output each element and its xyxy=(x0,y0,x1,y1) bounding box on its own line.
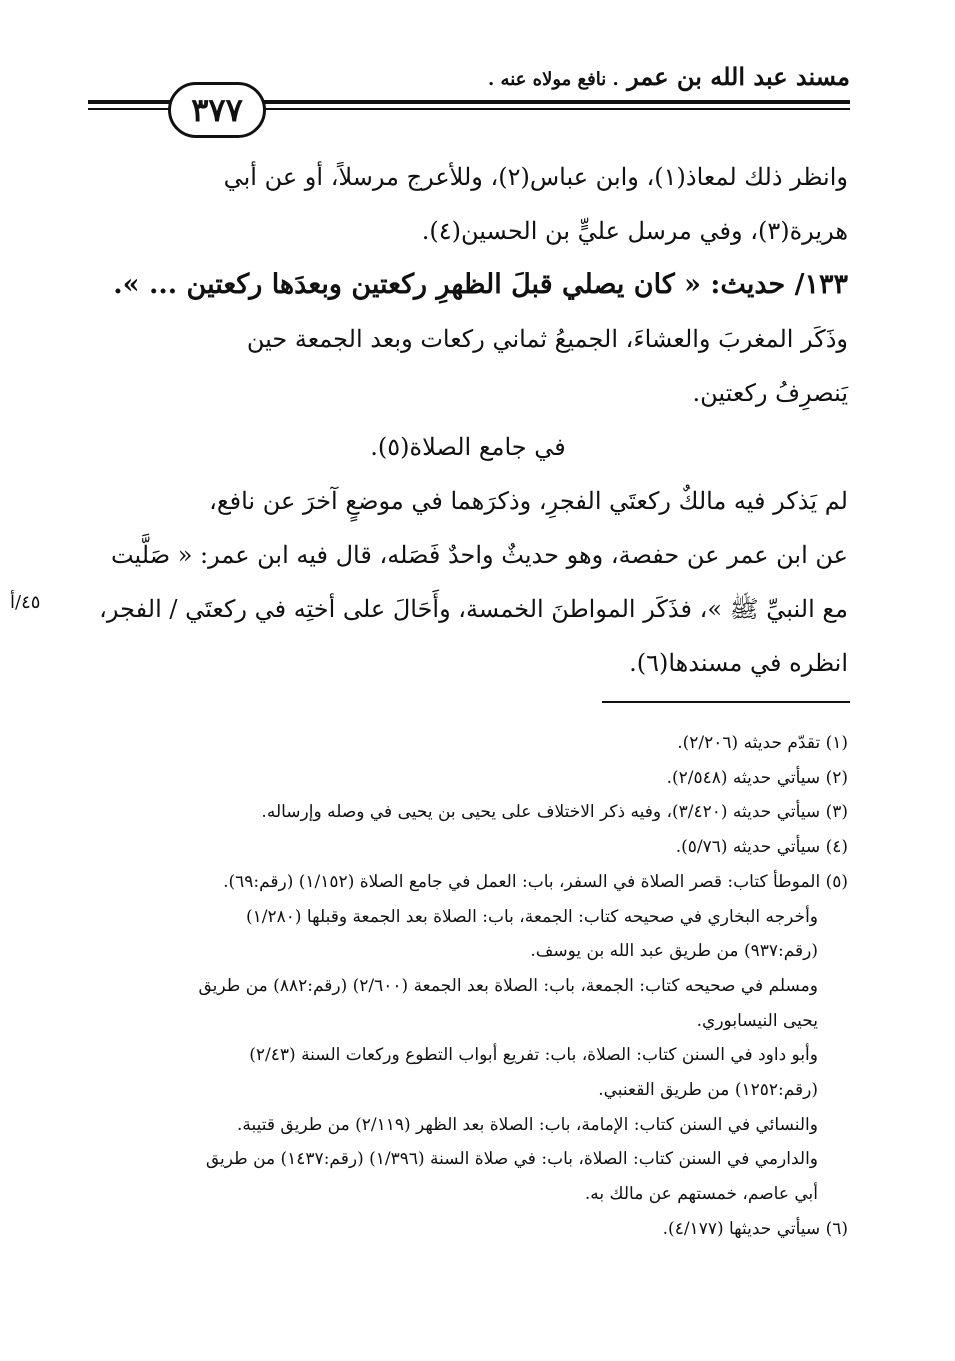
text-line: لم يَذكر فيه مالكٌ ركعتَي الفجرِ، وذكرَهما في موضعٍ آخرَ عن نافع، xyxy=(209,487,848,515)
footnote-line: والدارمي في السنن كتاب: الصلاة، باب: في صلاة السنة (١/٣٩٦) (رقم:١٤٣٧) من طريق xyxy=(205,1149,818,1170)
footnote-line: والنسائي في السنن كتاب: الإمامة، باب: الصلاة بعد الظهر (٢/١١٩) من طريق قتيبة. xyxy=(236,1114,818,1135)
book-title: مسند عبد الله بن عمر xyxy=(627,62,850,91)
footnote-line: (١) تقدّم حديثه (٢/٢٠٦). xyxy=(677,733,848,753)
footnote-line: يحيى النيسابوري. xyxy=(696,1010,818,1031)
text-line: وانظر ذلك لمعاذ(١)، وابن عباس(٢)، وللأعرج مرسلاً، أو عن أبي xyxy=(223,163,848,191)
manuscript-folio-note: ٤٥/أ xyxy=(10,592,41,613)
footnote-line: (٦) سيأتي حديثها (٤/١٧٧). xyxy=(662,1218,848,1239)
main-text xyxy=(88,150,848,690)
footnote-line: أبي عاصم، خمستهم عن مالك به. xyxy=(584,1184,818,1205)
footnote-line: (٤) سيأتي حديثه (٥/٧٦). xyxy=(675,837,848,858)
section-subheading: في جامع الصلاة(٥). xyxy=(370,433,566,461)
footnote-line: (٣) سيأتي حديثه (٣/٤٢٠)، وفيه ذكر الاختلاف على يحيى بن يحيى في وصله وإرساله. xyxy=(261,802,848,823)
book-subtitle: . نافع مولاه عنه . xyxy=(488,69,619,90)
text-line: وذَكَر المغربَ والعشاءَ، الجميعُ ثماني ركعات وبعد الجمعة حين xyxy=(246,325,848,353)
footnote-line: (رقم:٩٣٧) من طريق عبد الله بن يوسف. xyxy=(530,941,818,962)
page-number-badge: ٣٧٧ xyxy=(168,82,266,138)
footnote-line: وأبو داود في السنن كتاب: الصلاة، باب: تفريع أبواب التطوع وركعات السنة (٢/٤٣) xyxy=(249,1045,818,1066)
footnotes xyxy=(88,726,848,1247)
running-header xyxy=(488,62,850,91)
footnote-line: (رقم:١٢٥٢) من طريق القعنبي. xyxy=(598,1080,818,1101)
text-line: هريرة(٣)، وفي مرسل عليٍّ بن الحسين(٤). xyxy=(421,217,848,245)
text-line: انظره في مسندها(٦). xyxy=(629,649,848,677)
hadith-heading: ١٣٣/ حديث: « كان يصلي قبلَ الظهرِ ركعتين وبعدَها ركعتين ... ». xyxy=(113,269,848,300)
footnote-line: وأخرجه البخاري في صحيحه كتاب: الجمعة، باب: الصلاة بعد الجمعة وقبلها (١/٢٨٠) xyxy=(245,906,818,927)
footnote-line: (٥) الموطأ كتاب: قصر الصلاة في السفر، باب: العمل في جامع الصلاة (١/١٥٢) (رقم:٦٩). xyxy=(223,871,848,892)
footnote-line: ومسلم في صحيحه كتاب: الجمعة، باب: الصلاة بعد الجمعة (٢/٦٠٠) (رقم:٨٨٢) من طريق xyxy=(198,975,818,996)
footnote-separator xyxy=(602,701,850,703)
text-line: عن ابن عمر عن حفصة، وهو حديثٌ واحدٌ فَصَله، قال فيه ابن عمر: « صَلَّيت xyxy=(110,541,848,569)
text-line: يَنصرِفُ ركعتين. xyxy=(692,379,848,407)
footnote-line: (٢) سيأتي حديثه (٢/٥٤٨). xyxy=(666,767,848,788)
text-line: مع النبيِّ ﷺ »، فذَكَر المواطنَ الخمسة، وأَحَالَ على أختِه في ركعتَي / الفجر، xyxy=(99,595,848,623)
